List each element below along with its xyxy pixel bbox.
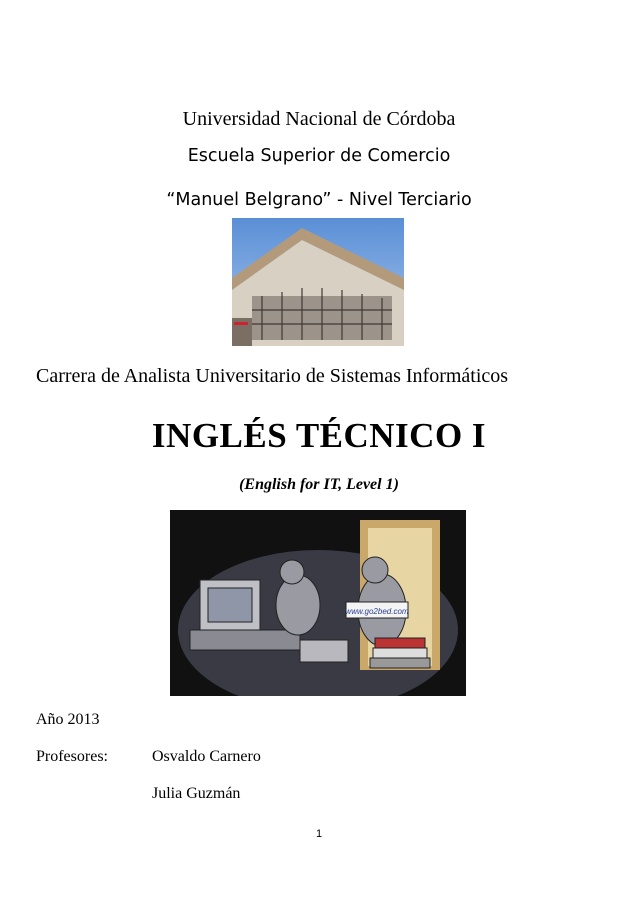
- professors-label: Profesores:: [36, 748, 108, 765]
- career-name: Carrera de Analista Universitario de Sistemas Informáticos: [36, 365, 509, 387]
- course-subtitle: (English for IT, Level 1): [239, 476, 399, 493]
- school-name: Escuela Superior de Comercio: [187, 146, 451, 166]
- professor-name: Julia Guzmán: [152, 785, 241, 802]
- year: Año 2013: [36, 711, 100, 728]
- page-number: 1: [315, 828, 323, 840]
- university-name: Universidad Nacional de Córdoba: [182, 108, 456, 130]
- sign-text: www.go2bed.com: [345, 607, 409, 616]
- cartoon-illustration: [170, 510, 466, 696]
- school-subtitle: “Manuel Belgrano” - Nivel Terciario: [166, 190, 472, 210]
- professor-name: Osvaldo Carnero: [152, 748, 261, 765]
- course-title: INGLÉS TÉCNICO I: [151, 416, 487, 455]
- building-photo: [232, 218, 404, 346]
